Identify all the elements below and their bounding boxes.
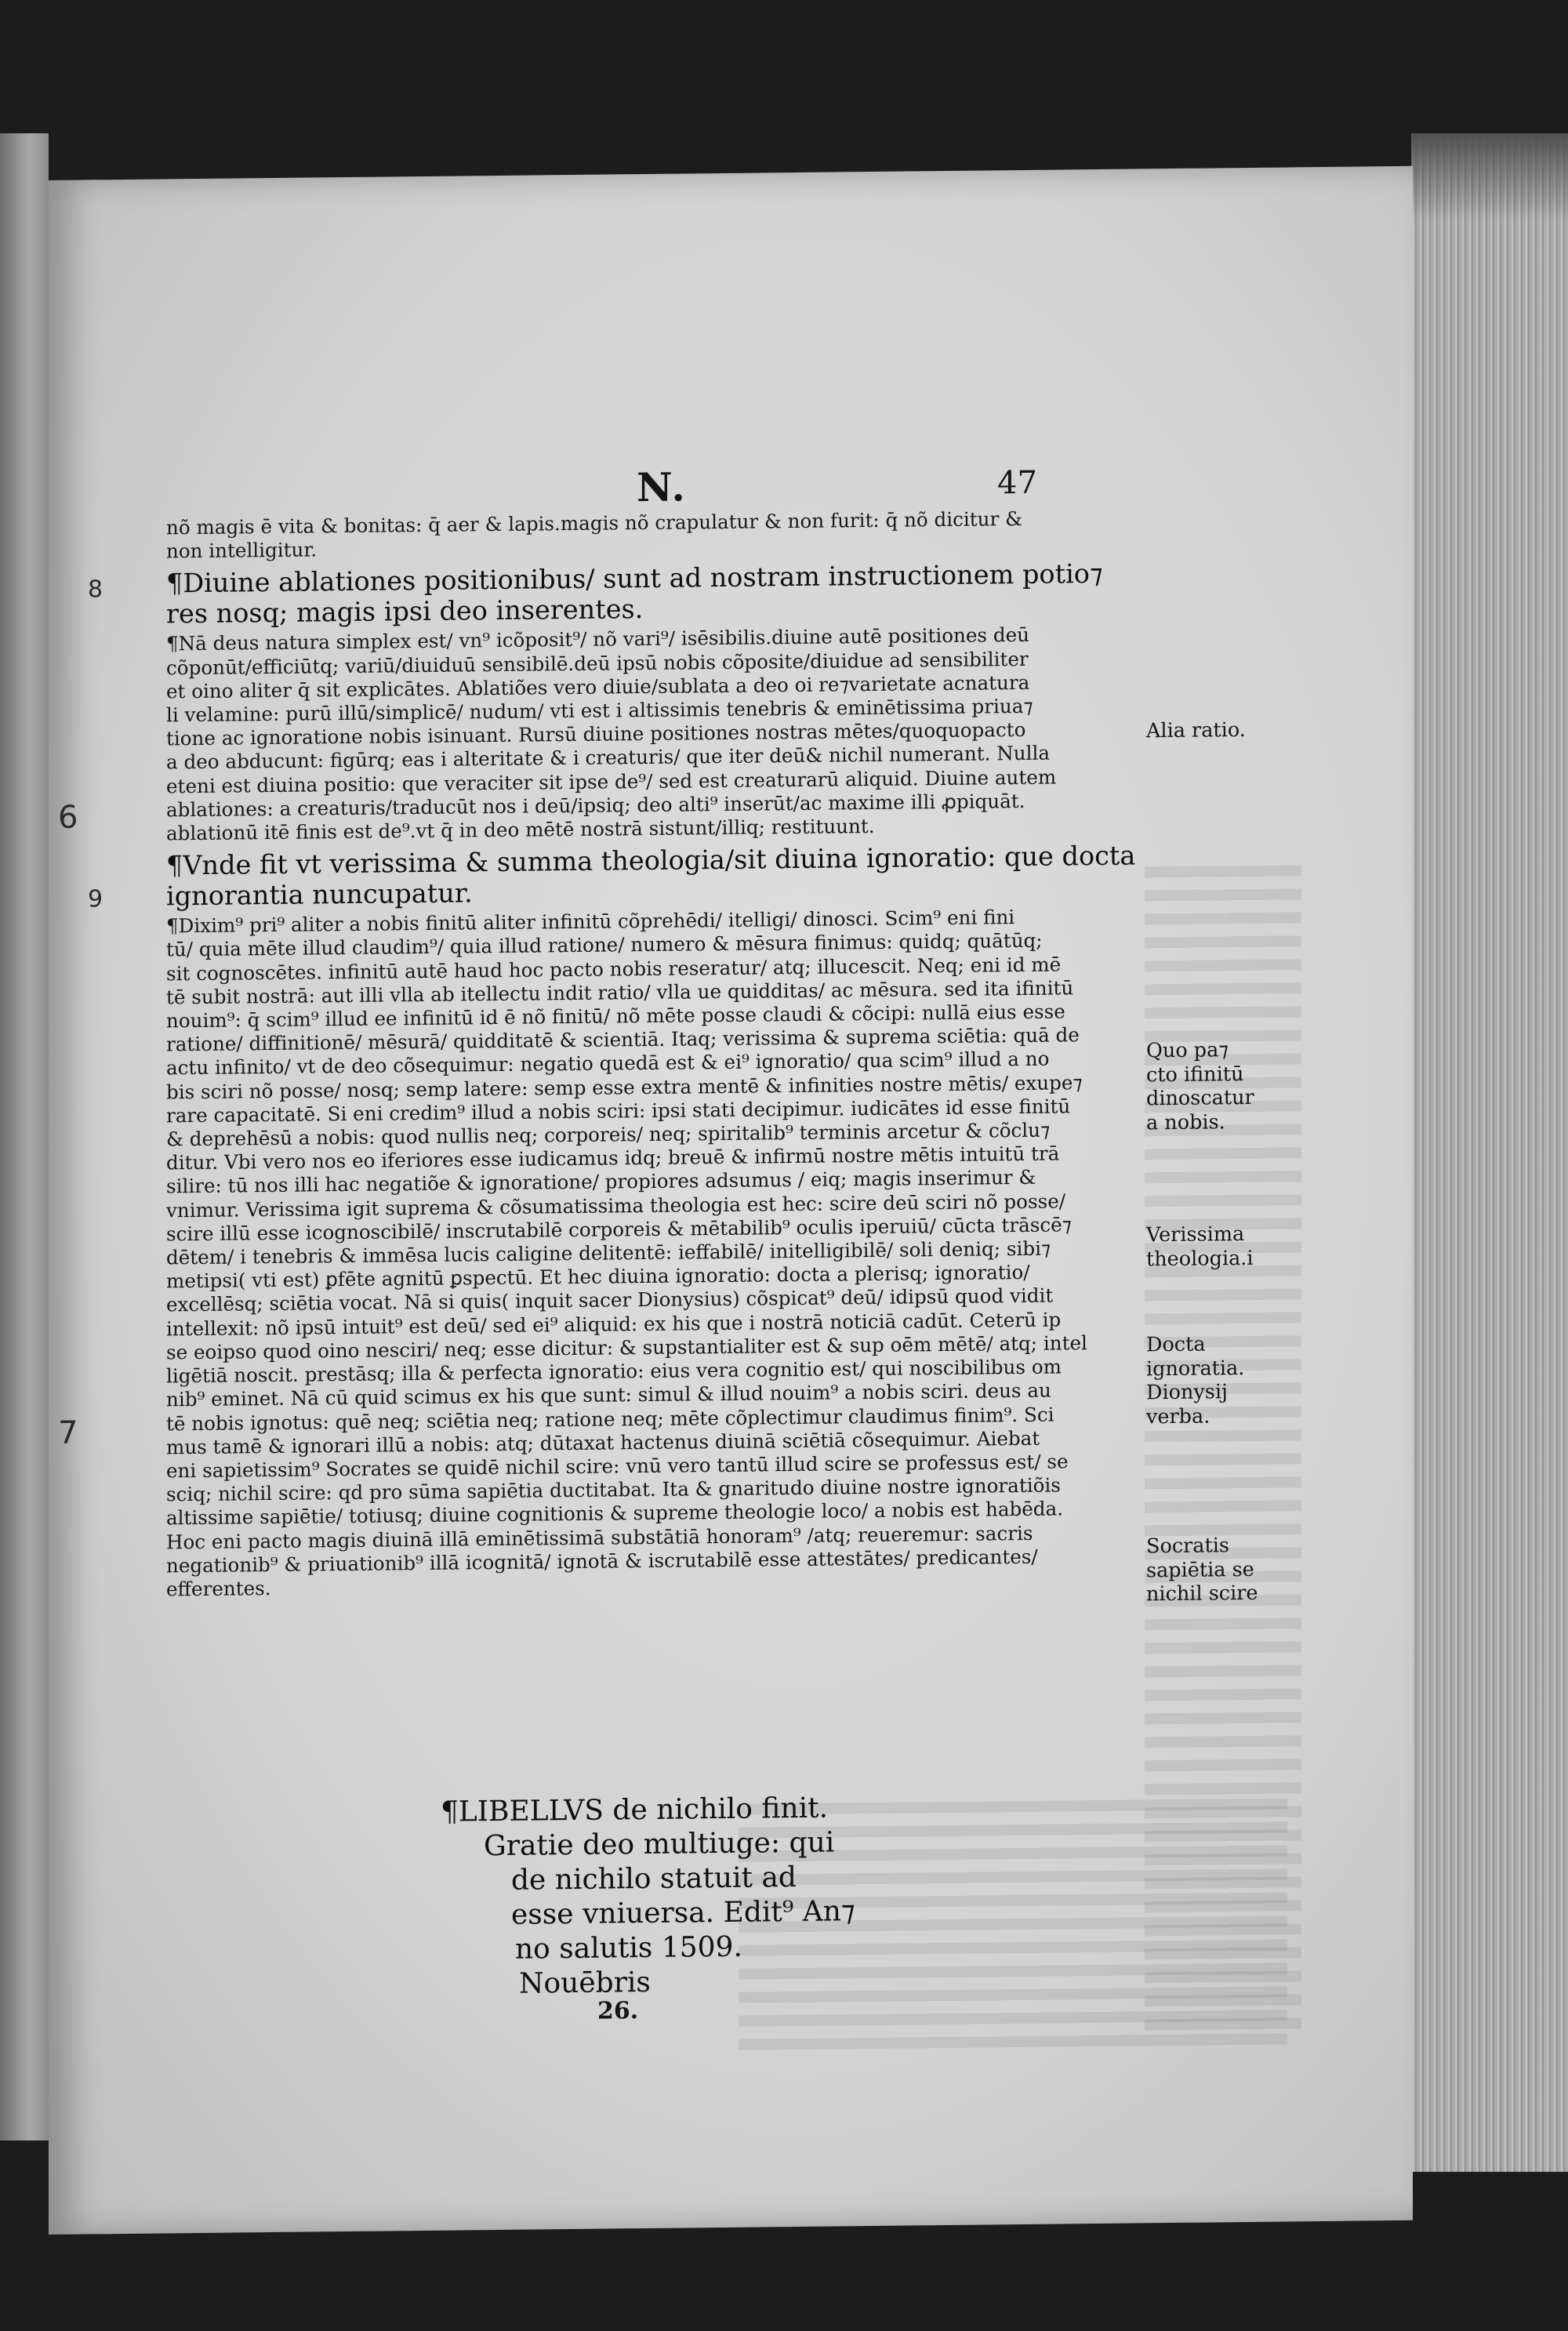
text-line: tē subit nostrā: aut illi vlla ab itellectu indit ratio/ vlla ue quidditas/ ac mēsura. sed ita ifinitū: [166, 976, 1074, 1009]
text-line: a deo abducunt: figūrq; eas i alteritate & i creaturis/ que iter deū& nichil numerant. Nulla: [166, 742, 1050, 774]
side-note-line: Socratis: [1146, 1534, 1229, 1559]
text-line: & deprehēsū a nobis: quod nullis neq; corporeis/ neq; spiritalib⁹ terminis arcetur & cõclu⁊: [166, 1118, 1051, 1151]
section-heading: [166, 841, 1142, 912]
colophon-line: esse vniuersa. Edit⁹ An⁊: [511, 1895, 855, 1931]
text-line: ¶Diuine ablationes positionibus/ sunt ad nostram instructionem potio⁊: [166, 558, 1103, 599]
pencil-note: 6: [58, 799, 78, 836]
side-note-line: nichil scire: [1146, 1581, 1258, 1607]
running-head: N.: [637, 463, 687, 511]
side-note: [1146, 1534, 1258, 1607]
text-line: intellexit: nõ ipsū intuit⁹ est deū/ sed ei⁹ aliquid: ex his que i nostrā noticiā cadūt. Ceterū ip: [166, 1308, 1062, 1341]
text-paragraph: [166, 623, 1142, 846]
side-note: [1146, 1222, 1254, 1271]
text-line: non intelligitur.: [166, 538, 318, 563]
pencil-note: 7: [58, 1414, 78, 1451]
text-line: ratione/ diffinitionē/ mēsurā/ quidditatē & scientiā. Itaq; verissima & suprema sciētia: quā de: [166, 1023, 1080, 1056]
colophon-line: de nichilo statuit ad: [511, 1861, 797, 1897]
text-line: ignorantia nuncupatur.: [166, 877, 473, 912]
side-note-line: Docta: [1146, 1332, 1206, 1357]
text-line: li velamine: purū illū/simplicē/ nudum/ vti est i altissimis tenebris & eminētissima priua⁊: [166, 694, 1033, 727]
left-page-edge: [0, 133, 49, 2140]
side-note-line: theologia.i: [1146, 1246, 1254, 1271]
side-note-line: Quo pa⁊: [1146, 1038, 1229, 1063]
text-line: ¶Dixim⁹ pri⁹ aliter a nobis finitū aliter infinitū cõprehēdi/ itelligi/ dinosci. Scim⁹ eni fini: [166, 906, 1015, 938]
folio-number: 47: [997, 464, 1037, 502]
text-line: nõ magis ē vita & bonitas: q̄ aer & lapis.magis nõ crapulatur & non furit: q̄ nõ dicitur &: [166, 507, 1022, 539]
text-line: cõponūt/efficiūtq; variū/diuiduū sensibilē.deū ipsū nobis cõposite/diuidue ad sensibiliter: [166, 647, 1029, 680]
book-page: [49, 166, 1413, 2235]
text-paragraph: [166, 506, 1142, 563]
text-line: metipsi( vti est) ꝑfēte agnitū ꝑspectū. Et hec diuina ignoratio: docta a plerisq; ignoratio/: [166, 1261, 1030, 1293]
text-line: negationib⁹ & priuationib⁹ illā icognitā/ ignotā & iscrutabilē esse attestātes/ predicantes/: [166, 1545, 1038, 1578]
colophon-line: Nouēbris: [519, 1966, 651, 2000]
colophon: [441, 1790, 911, 2002]
colophon-title: ¶LIBELLVS de nichilo finit.: [441, 1792, 829, 1828]
side-note-line: verba.: [1146, 1403, 1210, 1429]
text-line: ¶Nā deus natura simplex est/ vn⁹ icõposit⁹/ nõ vari⁹/ isēsibilis.diuine autē positiones deū: [166, 623, 1030, 655]
text-paragraph: [166, 905, 1142, 1602]
text-line: tē nobis ignotus: quē neq; sciētia neq; ratione neq; mēte cõplectimur claudimus finim⁹. Sci: [166, 1403, 1054, 1435]
text-line: bis sciri nõ posse/ nosq; semp latere: semp esse extra mentē & infinities nostre mētis/ exupe⁊: [166, 1070, 1083, 1104]
text-line: et oino aliter q̄ sit explicātes. Ablatiões vero diuie/sublata a deo oi re⁊varietate acnatura: [166, 670, 1030, 703]
page-edges-stack: [1411, 133, 1568, 2172]
text-line: dētem/ i tenebris & immēsa lucis caligine delitentē: ieffabilē/ initelligibilē/ soli deniq; sibi⁊: [166, 1236, 1051, 1269]
text-line: sit cognoscētes. infinitū autē haud hoc pacto nobis reseratur/ atq; illucescit. Neq; eni id mē: [166, 953, 1062, 986]
text-line: ablationes: a creaturis/traducūt nos i deū/ipsiq; deo alti⁹ inserūt/ac maxime illi ꝓpiquāt.: [166, 789, 1025, 822]
text-line: efferentes.: [166, 1576, 271, 1601]
signature-mark: 26.: [597, 1997, 639, 2025]
text-line: rare capacitatē. Si eni credim⁹ illud a nobis sciri: ipsi stati decipimur. iudicātes id esse finitū: [166, 1095, 1071, 1127]
side-note-line: Verissima: [1146, 1222, 1245, 1247]
main-text-column: [166, 506, 1142, 1601]
text-line: eni sapietissim⁹ Socrates se quidē nichil scire: vnū vero tantū illud scire se professus est/ se: [166, 1450, 1069, 1483]
side-note-line: ignoratia.: [1146, 1356, 1245, 1381]
text-line: ablationū itē finis est de⁹.vt q̄ in deo mētē nostrā sistunt/illiq; restituunt.: [166, 814, 875, 845]
text-line: silire: tū nos illi hac negatiõe & ignoratione/ propiores adsumus / eiq; magis inserimur &: [166, 1166, 1036, 1198]
colophon-line: Gratie deo multiuge: qui: [484, 1826, 835, 1863]
text-line: tū/ quia mēte illud claudim⁹/ quia illud ratione/ numero & mēsura finimus: quidq; quātūq;: [166, 929, 1043, 961]
side-note-line: Alia ratio.: [1146, 718, 1246, 743]
text-line: res nosq; magis ipsi deo inserentes.: [166, 594, 644, 630]
text-line: nib⁹ eminet. Nā cū quid scimus ex his que sunt: simul & illud nouim⁹ a nobis sciri. deus au: [166, 1378, 1051, 1411]
pencil-note: 8: [88, 575, 103, 604]
text-line: sciq; nichil scire: qd pro sūma sapiētia ductitabat. Ita & gnaritudo diuine nostre ignoratiõis: [166, 1473, 1061, 1506]
text-line: ¶Vnde fit vt verissima & summa theologia/sit diuina ignoratio: que docta: [166, 840, 1136, 881]
text-line: se eoipso quod oino nesciri/ neq; esse dicitur: & supstantialiter est & sup oēm mētē/ atq; intel: [166, 1331, 1087, 1364]
section-heading: [166, 558, 1142, 630]
text-line: ligētiā noscit. prestāsq; illa & perfecta ignoratio: eius vera cognitio est/ qui noscibilibus om: [166, 1355, 1062, 1388]
text-line: nouim⁹: q̄ scim⁹ illud ee infinitū id ē nõ finitū/ nõ mēte posse claudi & cõcipi: nullā eius esse: [166, 1000, 1065, 1033]
side-note-line: cto ifinitū: [1146, 1062, 1244, 1087]
colophon-line: no salutis 1509.: [515, 1930, 742, 1966]
side-note: [1146, 1038, 1254, 1135]
text-line: excellēsq; sciētia vocat. Nā si quis( inquit sacer Dionysius) cõspicat⁹ deū/ idipsū quod vidit: [166, 1284, 1054, 1316]
text-line: vnimur. Verissima igit suprema & cõsumatissima theologia est hec: scire deū sciri nõ posse/: [166, 1189, 1066, 1222]
side-note-line: dinoscatur: [1146, 1085, 1254, 1111]
side-note: [1146, 1332, 1244, 1429]
text-line: altissime sapiētie/ totiusq; diuine cognitionis & supreme theologie loco/ a nobis est habēda.: [166, 1497, 1064, 1530]
text-line: eteni est diuina positio: que veraciter sit ipse de⁹/ sed est creaturarū aliquid. Diuine autem: [166, 765, 1057, 798]
text-line: actu infinito/ vt de deo cõsequimur: negatio quedā est & ei⁹ ignoratio/ qua scim⁹ illud a no: [166, 1047, 1050, 1080]
text-line: Hoc eni pacto magis diuinā illā eminētissimā substātiā honoram⁹ /atq; reueremur: sacris: [166, 1521, 1033, 1553]
text-line: mus tamē & ignorari illū a nobis: atq; dūtaxat hactenus diuinā sciētiā cõsequimur. Aiebat: [166, 1426, 1040, 1459]
side-note: [1146, 718, 1246, 743]
side-note-line: a nobis.: [1146, 1109, 1225, 1135]
text-line: ditur. Vbi vero nos eo iferiores esse iudicamus idq; breuē & infirmū nostre mētis intuitū trā: [166, 1142, 1060, 1175]
text-line: scire illū esse icognoscibilē/ inscrutabilē corporeis & mētabilib⁹ oculis iperuiū/ cūcta trāscē⁊: [166, 1213, 1072, 1246]
side-note-line: Dionysij: [1146, 1380, 1228, 1405]
pencil-note: 9: [88, 885, 103, 913]
text-line: tione ac ignoratione nobis isinuant. Rursū diuine positiones nostras mētes/quoquopacto: [166, 718, 1026, 750]
side-note-line: sapiētia se: [1146, 1557, 1254, 1582]
